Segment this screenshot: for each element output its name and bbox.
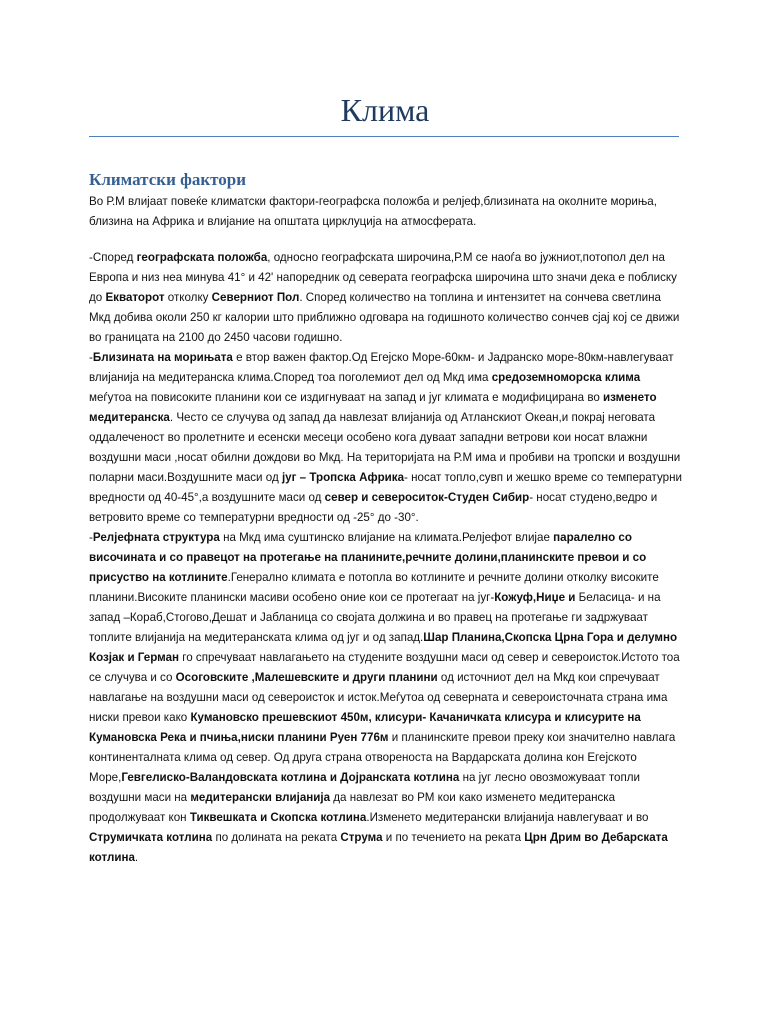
bold-text-run: југ – Тропска Африка bbox=[281, 471, 405, 484]
text-run: , односно географската широчина,Р.М се наоѓа во јужниот,потопол дел на Европа и низ неа минува 41° и 42' напоредник од северата географска широчина што значи дека е поблиску до bbox=[89, 251, 677, 304]
bold-text-run: паралелно со височината и со правецот на протегање на планините,речните долини,планинските превои и со присуство на котлините bbox=[89, 531, 647, 584]
bold-text-run: Кумановско прешевскиот 450м, клисури- Качаничката клисура и клисурите на Кумановска Река и пчиња,ниски планини Руен 776м bbox=[89, 711, 641, 744]
paragraph-geographic-position bbox=[89, 248, 684, 348]
text-run: - носат топло,сувп и жешко време со температурни вредности од 40-45°,а воздушните маси од bbox=[89, 471, 682, 504]
bold-text-run: Гевгелиско-Валандовската котлина и Дојранската котлина bbox=[121, 771, 460, 784]
paragraph-sea-proximity bbox=[89, 348, 684, 528]
text-run: од источниот дел на Мкд кои спречуваат навлагање на воздушни маси од североисток и исток.Меѓутоа од северната и североисточната страна има ниски превои како bbox=[89, 671, 668, 724]
bold-text-run: Тиквешката и Скопска котлина bbox=[189, 811, 367, 824]
text-run: - носат студено,ведро и ветровито време со температурни вредности од -25° до -30°. bbox=[89, 491, 658, 524]
text-run: по долината на реката bbox=[212, 831, 341, 844]
section-heading: Климатски фактори bbox=[89, 170, 247, 189]
text-run: и по течението на реката bbox=[382, 831, 525, 844]
page-title: Клима bbox=[340, 92, 430, 128]
text-run: е втор важен фактор.Од Егејско Море-60км- и Јадранско море-80км-навлегуваат влијанија на медитеранска клима.Според тоа поголемиот дел од Мкд има bbox=[89, 351, 674, 384]
paragraph-relief-structure bbox=[89, 528, 684, 868]
bold-text-run: север и североситок-Студен Сибир bbox=[324, 491, 530, 504]
text-run: на југ лесно овозможуваат топли воздушни маси на bbox=[89, 771, 641, 804]
text-run: - bbox=[89, 351, 93, 364]
text-run: . Според количество на топлина и интензитет на сончева светлина Мкд добива околи 250 кг калории што приближно одговара на годишното количество сончев сјај кој се движи во границата на 2100 до 2450 часови годишно. bbox=[89, 291, 680, 344]
text-run: да навлезат во РМ кои како изменето медитеранска продолжуваат кон bbox=[89, 791, 616, 824]
bold-text-run: географската положба bbox=[136, 251, 268, 264]
bold-text-run: Екваторот bbox=[105, 291, 165, 304]
text-run: . Често се случува од запад да навлезат влијанија од Атланскиот Океан,и покрај неговата оддалеченост во пролетните и есенски месеци особено кога дуваат западни ветрови кои носат влажни воздушни маси ,носат обилни дождови во Мкд. На територијата на Р.М има и пробиви на тропски и воздушни поларни маси.Воздушните маси од bbox=[89, 411, 681, 484]
bold-text-run: Близината на морињата bbox=[92, 351, 233, 364]
text-run: -Според bbox=[89, 251, 137, 264]
text-run: отколку bbox=[164, 291, 212, 304]
text-run: го спречуваат навлагањето на студените воздушни маси од север и североисток.Истото тоа се случува и со bbox=[89, 651, 680, 684]
bold-text-run: Црн Дрим во Дебарската котлина bbox=[89, 831, 668, 864]
body-paragraphs bbox=[89, 248, 684, 868]
text-run: - bbox=[89, 531, 93, 544]
bold-text-run: средоземноморска клима bbox=[491, 371, 641, 384]
bold-text-run: Релјефната структура bbox=[92, 531, 220, 544]
bold-text-run: Струмичката котлина bbox=[89, 831, 213, 844]
bold-text-run: Северниот Пол bbox=[211, 291, 300, 304]
text-run: . bbox=[134, 851, 139, 864]
text-run: и планинските превои преку кои значително навлага континенталната клима од север. Од друга страна отвореноста на Вардарската долина кон Егејското Море, bbox=[89, 731, 676, 784]
bold-text-run: Струма bbox=[340, 831, 383, 844]
bold-text-run: изменето медитеранска bbox=[89, 391, 657, 424]
text-run: .Генерално климата е потопла во котлините и речните долини отколку високите планини.Високите планински масиви особено оние кои се протегаат на југ- bbox=[89, 571, 659, 604]
text-run: меѓутоа на повисоките планини кои се издигнуваат на запад и југ климата е модифицирана во bbox=[89, 391, 604, 404]
title-divider bbox=[89, 136, 679, 137]
bold-text-run: Осоговските ,Малешевските и други планини bbox=[175, 671, 438, 684]
text-run: на Мкд има суштинско влијание на климата.Релјефот влијае bbox=[219, 531, 554, 544]
intro-paragraph: Во Р.М влијаат повеќе климатски фактори-географска положба и релјеф,близината на околните мориња, близина на Африка и влијание на општата цирклуција на атмосферата. bbox=[89, 195, 657, 228]
bold-text-run: Кожуф,Ниџе и bbox=[494, 591, 576, 604]
bold-text-run: медитерански влијанија bbox=[190, 791, 331, 804]
bold-text-run: Шар Планина,Скопска Црна Гора и делумно Козјак и Герман bbox=[89, 631, 678, 664]
text-run: Беласица- и на запад –Кораб,Стогово,Дешат и Јабланица со својата должина и во правец на протегање ги задржуваат топлите влијанија на медитеранската клима од југ и од запад. bbox=[89, 591, 661, 644]
text-run: .Изменето медитерански влијанија навлегуваат и во bbox=[366, 811, 649, 824]
